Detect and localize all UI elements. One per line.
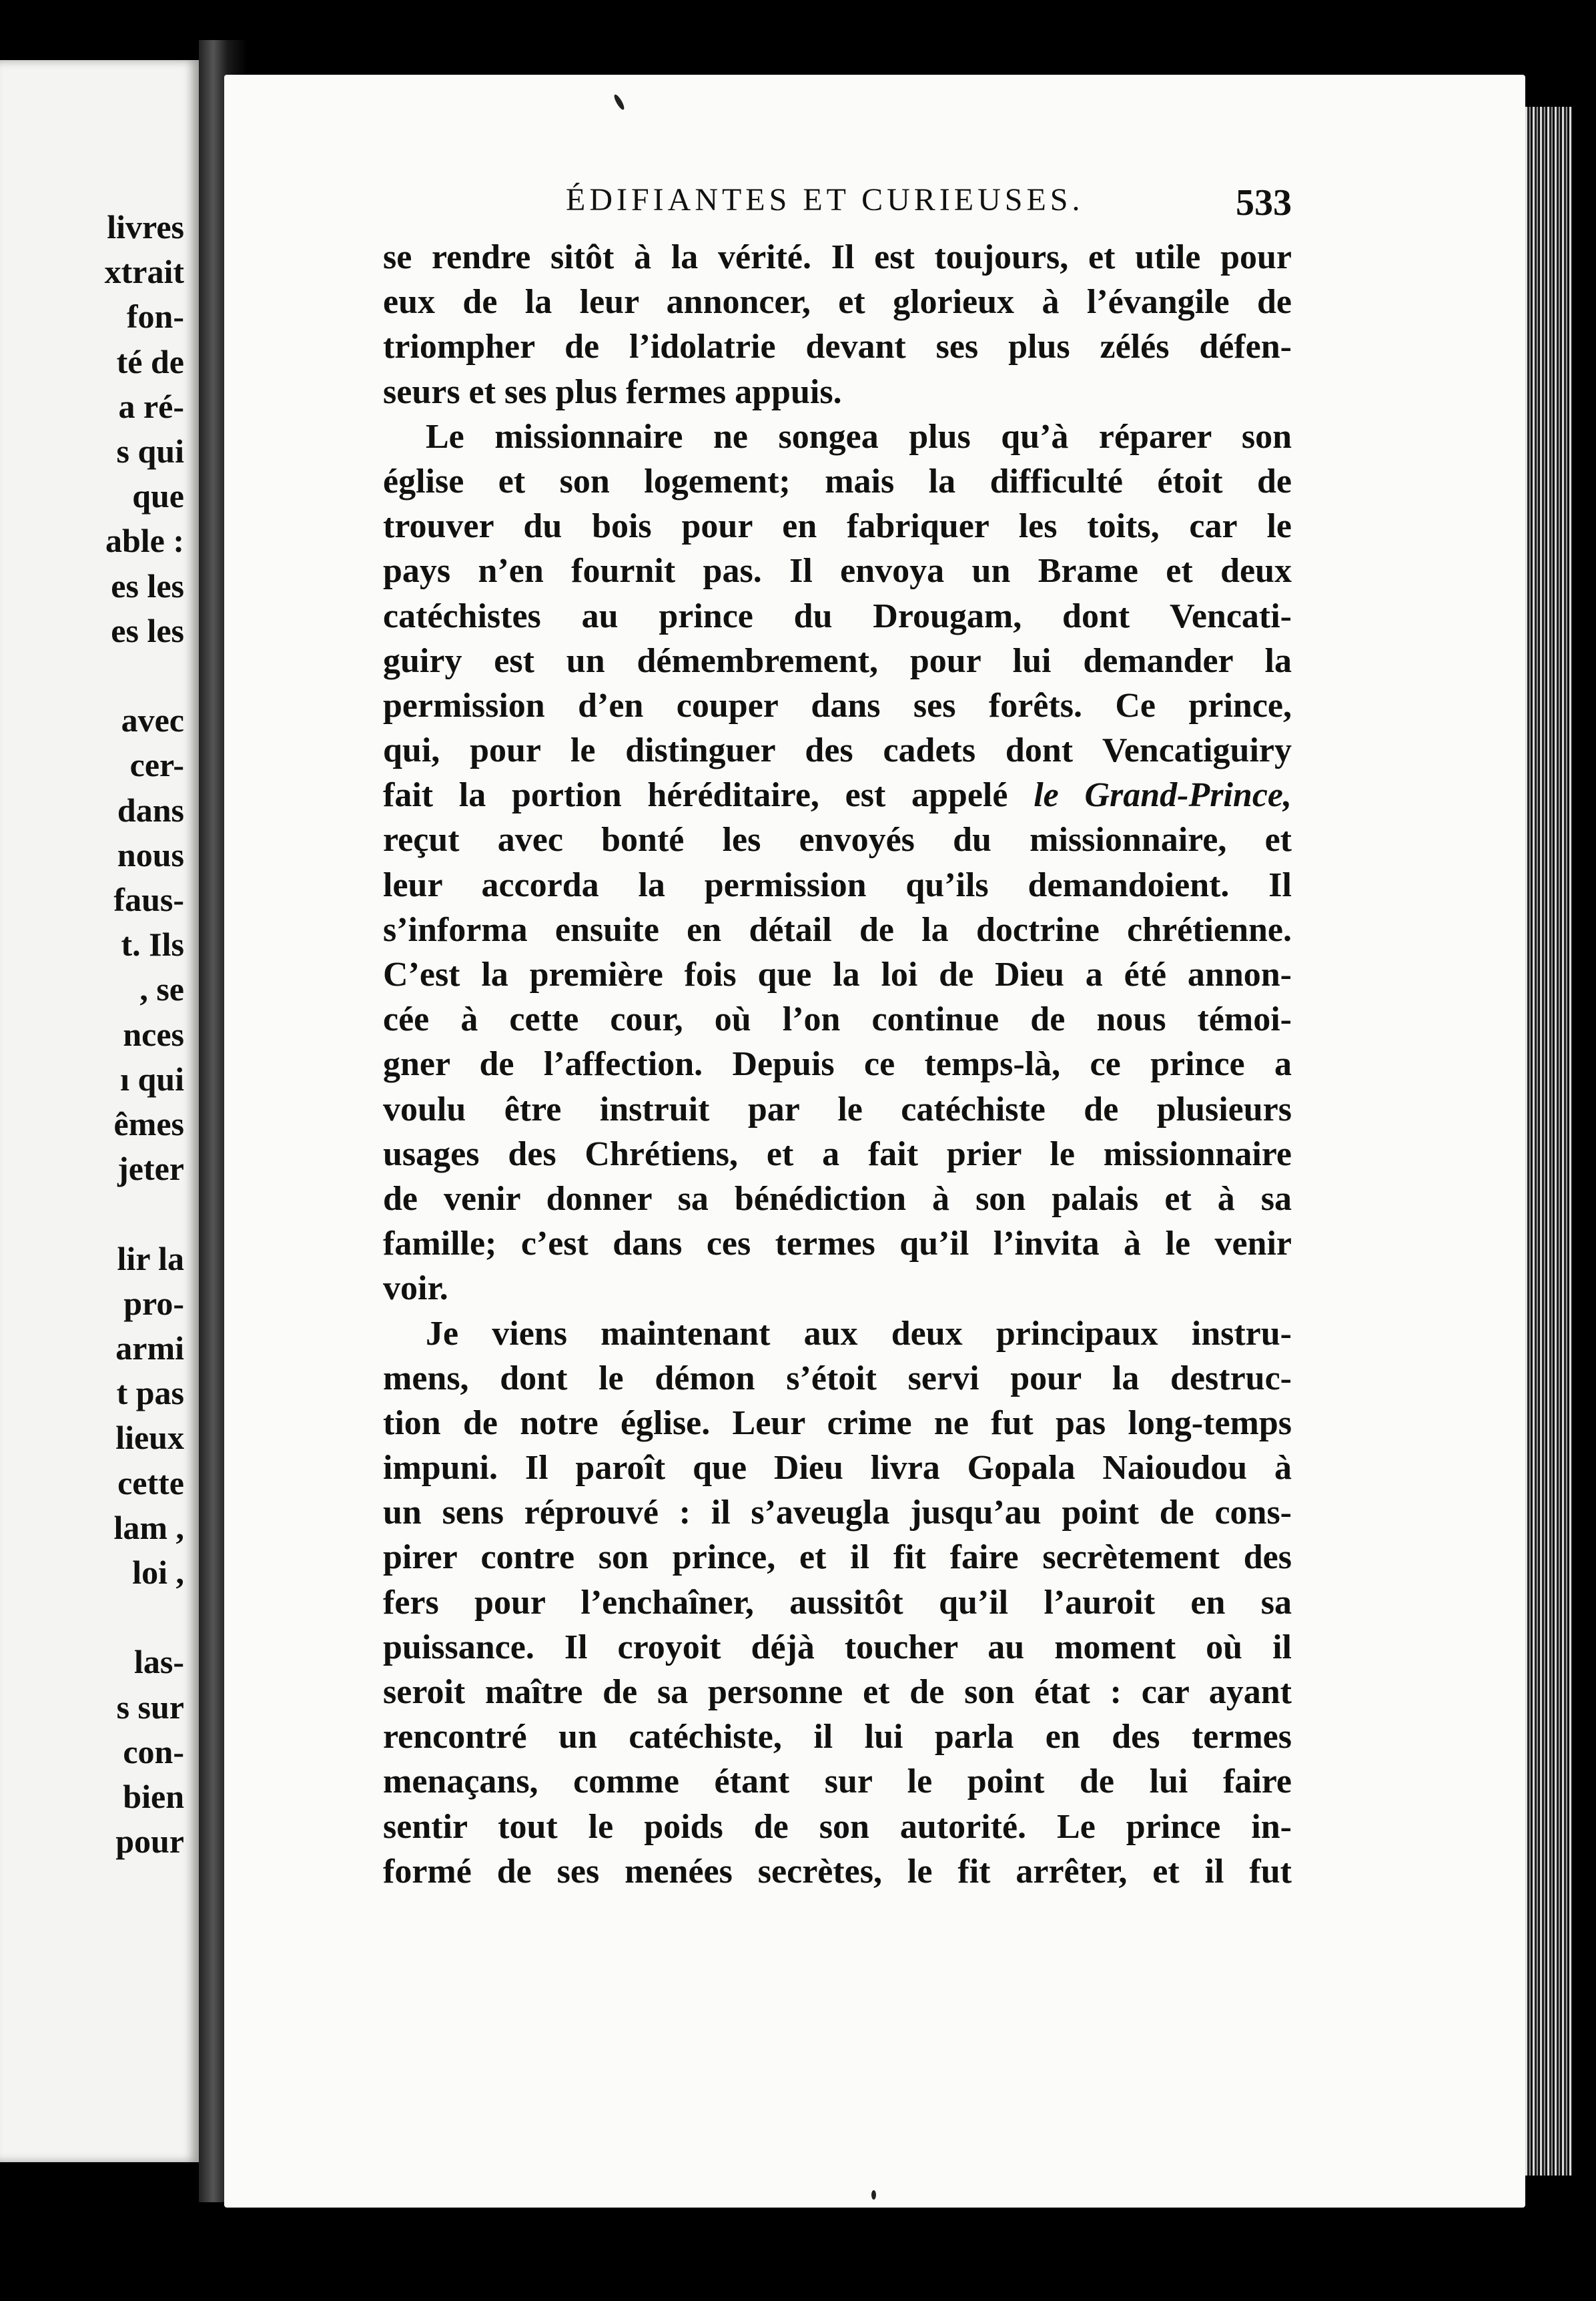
left-page-line: cette <box>117 1463 184 1502</box>
left-page-line: con- <box>123 1732 184 1770</box>
left-page-line: a ré- <box>118 387 184 425</box>
left-page-line: nous <box>117 836 184 874</box>
left-page-line: loi , <box>132 1554 184 1591</box>
text-line <box>383 1266 1292 1311</box>
page-header <box>384 182 1292 228</box>
text-line <box>383 1221 1292 1266</box>
text-line <box>383 1580 1292 1625</box>
text-line-content: sentir tout le poids de son autorité. Le prince in- <box>383 1807 1292 1846</box>
left-page-line: able : <box>105 522 184 560</box>
left-page-line: livres <box>107 208 184 246</box>
text-line <box>383 773 1292 817</box>
left-page-line: s qui <box>116 432 184 470</box>
left-page-line: t pas <box>116 1374 184 1412</box>
left-page-line: s sur <box>116 1688 184 1726</box>
text-line <box>383 549 1292 593</box>
ink-speck <box>871 2190 876 2200</box>
text-line-content: catéchistes au prince du Drougam, dont Vencati- <box>383 597 1292 635</box>
text-line-content: tion de notre église. Leur crime ne fut pas long-temps <box>383 1403 1292 1442</box>
text-line <box>383 1311 1292 1356</box>
text-line-content: Le missionnaire ne songea plus qu’à réparer son <box>426 417 1292 456</box>
text-line-content: voulu être instruit par le catéchiste de plusieurs <box>383 1090 1292 1128</box>
text-line <box>383 728 1292 773</box>
text-line <box>383 952 1292 997</box>
text-line <box>383 1804 1292 1849</box>
text-line <box>383 1849 1292 1894</box>
text-line-content: permission d’en couper dans ses forêts. Ce prince, <box>383 686 1292 725</box>
left-page-line: bien <box>123 1778 184 1815</box>
left-page-line: xtrait <box>104 253 184 291</box>
text-line-content: menaçans, comme étant sur le point de lui faire <box>383 1762 1292 1801</box>
text-line-content: formé de ses menées secrètes, le fit arrêter, et il fut <box>383 1852 1292 1891</box>
left-page-line: las- <box>134 1643 184 1681</box>
text-line-content: de venir donner sa bénédiction à son palais et à sa <box>383 1179 1292 1218</box>
text-line-content: famille; c’est dans ces termes qu’il l’invita à le venir <box>383 1225 1292 1263</box>
left-page-line: lieux <box>115 1419 184 1457</box>
text-line-content: mens, dont le démon s’étoit servi pour la destruc- <box>383 1359 1292 1397</box>
left-page-line: ı qui <box>120 1060 184 1098</box>
left-page-line: pro- <box>123 1284 184 1322</box>
left-page-line: dans <box>117 791 184 829</box>
text-line-content: cée à cette cour, où l’on continue de nous témoi- <box>383 1000 1292 1039</box>
running-head: ÉDIFIANTES ET CURIEUSES. <box>566 182 1084 218</box>
text-line-content: fers pour l’enchaîner, aussitôt qu’il l’auroit en sa <box>383 1583 1292 1622</box>
left-page-line: nces <box>123 1015 184 1053</box>
text-line <box>383 235 1292 280</box>
text-line <box>383 459 1292 504</box>
text-line-content: seurs et ses plus fermes appuis. <box>383 372 842 411</box>
text-line-content: église et son logement; mais la difficulté étoit de <box>383 462 1292 501</box>
left-page-line: jeter <box>117 1150 184 1188</box>
left-page-line: fon- <box>126 298 184 336</box>
page-edges <box>1525 107 1572 2176</box>
text-line <box>383 1625 1292 1670</box>
text-line <box>383 594 1292 639</box>
left-page-line: pour <box>115 1823 184 1861</box>
text-line-content: voir. <box>383 1269 448 1308</box>
text-line-content: C’est la première fois que la loi de Dieu a été annon- <box>383 956 1292 994</box>
body-text <box>383 235 1292 1894</box>
text-line <box>383 863 1292 908</box>
left-page-line: lam , <box>113 1508 184 1546</box>
page-number: 533 <box>1236 182 1292 224</box>
text-line <box>383 1714 1292 1759</box>
text-line <box>383 1535 1292 1580</box>
text-line-content: fait la portion héréditaire, est appelé <box>383 776 1008 815</box>
text-line <box>383 370 1292 414</box>
left-page-line: , se <box>139 970 184 1008</box>
text-line <box>383 1087 1292 1132</box>
text-line-content: leur accorda la permission qu’ils demandoient. Il <box>383 866 1292 904</box>
text-line-content: guiry est un démembrement, pour lui demander la <box>383 641 1292 680</box>
text-line <box>383 683 1292 728</box>
text-line-content: pirer contre son prince, et il fit faire secrètement des <box>383 1538 1292 1577</box>
text-line-content: reçut avec bonté les envoyés du missionnaire, et <box>383 821 1292 860</box>
text-line-content: puissance. Il croyoit déjà toucher au moment où il <box>383 1628 1292 1666</box>
text-line <box>383 1177 1292 1221</box>
text-line <box>383 414 1292 459</box>
text-line-content: rencontré un catéchiste, il lui parla en des termes <box>383 1718 1292 1756</box>
text-line <box>383 1401 1292 1445</box>
text-line <box>383 1042 1292 1086</box>
left-page-line: es les <box>111 567 184 605</box>
left-page-line: té de <box>116 342 184 380</box>
text-line <box>383 504 1292 549</box>
text-line-content: qui, pour le distinguer des cadets dont Vencatiguiry <box>383 731 1292 770</box>
text-line-content: triompher de l’idolatrie devant ses plus zélés défen- <box>383 328 1292 366</box>
text-line-content: impuni. Il paroît que Dieu livra Gopala Naioudou à <box>383 1449 1292 1488</box>
left-page-line: lir la <box>117 1239 184 1277</box>
text-line-content: un sens réprouvé : il s’aveugla jusqu’au point de cons- <box>383 1494 1292 1532</box>
text-line <box>383 1490 1292 1535</box>
text-line-content: s’informa ensuite en détail de la doctrine chrétienne. <box>383 910 1292 949</box>
text-line-content: eux de la leur annoncer, et glorieux à l’évangile de <box>383 283 1292 322</box>
text-line <box>383 1670 1292 1714</box>
text-line-content: Je viens maintenant aux deux principaux instru- <box>426 1314 1292 1353</box>
left-page-line: faus- <box>113 881 184 918</box>
left-page-line: êmes <box>113 1105 184 1142</box>
text-line <box>383 1445 1292 1490</box>
italic-phrase: le Grand-Prince, <box>1034 776 1292 815</box>
left-page-line: t. Ils <box>121 926 184 964</box>
left-page-line: avec <box>121 701 184 739</box>
text-line <box>383 324 1292 369</box>
text-line-content: pays n’en fournit pas. Il envoya un Brame et deux <box>383 552 1292 591</box>
previous-page-fragment <box>0 60 199 2162</box>
text-line <box>383 817 1292 862</box>
text-line-content: usages des Chrétiens, et a fait prier le missionnaire <box>383 1134 1292 1173</box>
text-line <box>383 639 1292 683</box>
text-line-content: se rendre sitôt à la vérité. Il est toujours, et utile pour <box>383 238 1292 276</box>
text-line <box>383 1759 1292 1804</box>
text-line <box>383 908 1292 952</box>
text-line <box>383 1356 1292 1401</box>
left-page-line: es les <box>111 611 184 649</box>
text-line <box>383 280 1292 324</box>
text-line <box>383 1132 1292 1177</box>
left-page-line: cer- <box>129 746 184 784</box>
text-line-content: gner de l’affection. Depuis ce temps-là, ce prince a <box>383 1045 1292 1084</box>
text-line-content: trouver du bois pour en fabriquer les toits, car le <box>383 507 1292 546</box>
text-line-content: seroit maître de sa personne et de son état : car ayant <box>383 1673 1292 1711</box>
text-line <box>383 997 1292 1042</box>
left-page-line: armi <box>115 1329 184 1367</box>
left-page-line: que <box>132 477 184 515</box>
